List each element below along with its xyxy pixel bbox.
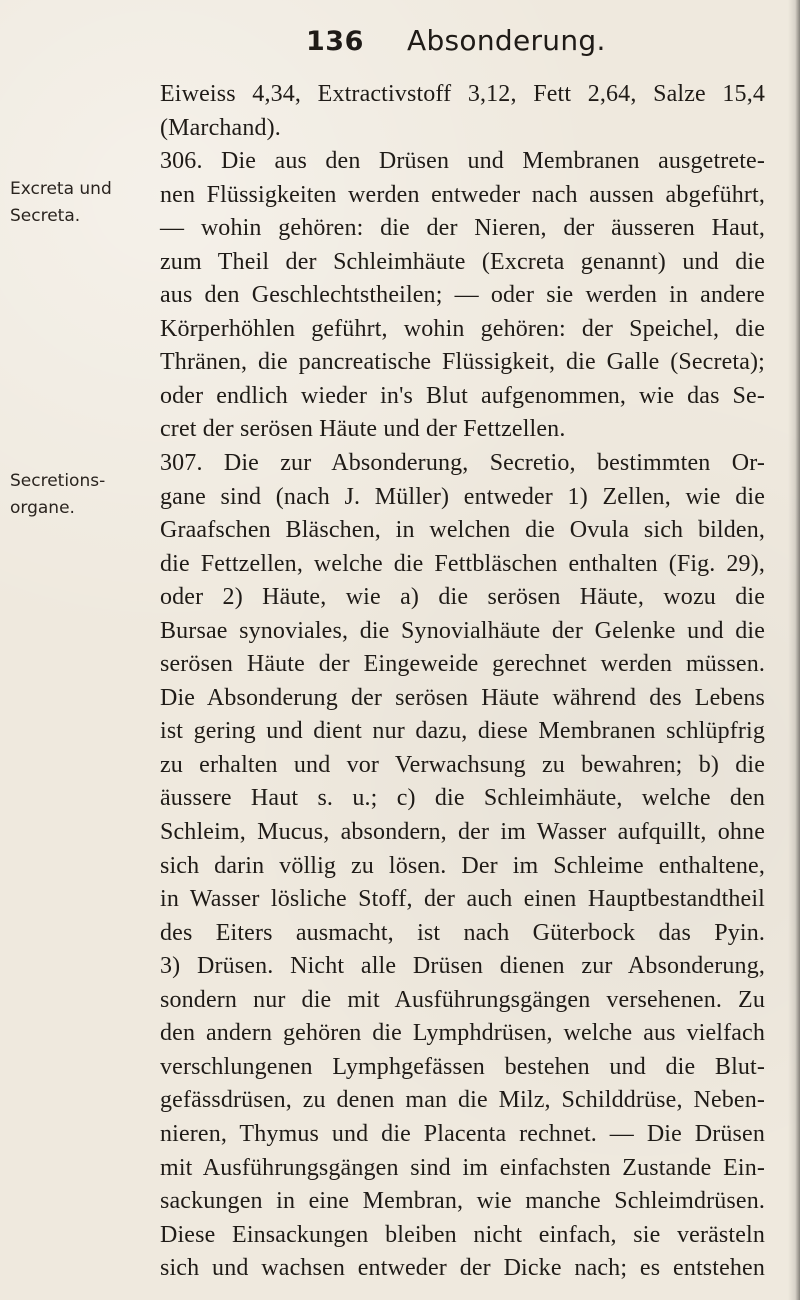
text-line: serösen Häute der Eingeweide gerechnet werden müssen. [160,651,765,678]
text-line: sich darin völlig zu lösen. Der im Schleime enthaltene, [160,852,765,879]
text-line: cret der serösen Häute und der Fettzellen. [160,416,566,443]
text-line: zum Theil der Schleimhäute (Excreta genannt) und die [160,248,765,275]
margin-note-excreta: Excreta und Secreta. [10,179,112,226]
text-line: 3) Drüsen. Nicht alle Drüsen dienen zur Absonderung, [160,953,765,980]
text-line: zu erhalten und vor Verwachsung zu bewahren; b) die [160,751,765,778]
text-line: Die Absonderung der serösen Häute während des Lebens [160,684,765,711]
text-line: Thränen, die pancreatische Flüssigkeit, die Galle (Secreta); [160,349,765,376]
text-line: oder 2) Häute, wie a) die serösen Häute, wozu die [160,584,765,611]
text-line: gefässdrüsen, zu denen man die Milz, Schilddrüse, Neben- [160,1087,765,1114]
body-text [160,78,765,1286]
text-line: des Eiters ausmacht, ist nach Güterbock das Pyin. [160,919,765,946]
text-line: Körperhöhlen geführt, wohin gehören: der Speichel, die [160,315,765,342]
text-line: ist gering und dient nur dazu, diese Membranen schlüpfrig [160,718,765,745]
text-line: Graafschen Bläschen, in welchen die Ovula sich bilden, [160,517,765,544]
page-edge-shadow [788,0,800,1300]
text-line: — wohin gehören: die der Nieren, der äusseren Haut, [160,215,765,242]
text-line: Schleim, Mucus, absondern, der im Wasser aufquillt, ohne [160,819,765,846]
text-line: (Marchand). [160,114,281,141]
text-line: verschlungenen Lymphgefässen bestehen und die Blut- [160,1053,765,1080]
text-line: sackungen in eine Membran, wie manche Schleimdrüsen. [160,1188,765,1215]
text-line: 307. Die zur Absonderung, Secretio, bestimmten Or- [160,450,765,477]
text-line: nen Flüssigkeiten werden entweder nach aussen abgeführt, [160,181,765,208]
text-line: nieren, Thymus und die Placenta rechnet. — Die Drüsen [160,1120,765,1147]
text-line: aus den Geschlechtstheilen; — oder sie werden in andere [160,282,765,309]
text-line: mit Ausführungsgängen sind im einfachsten Zustande Ein- [160,1154,765,1181]
margin-note-secretionsorgane: Secretions-organe. [10,471,106,518]
text-line: Diese Einsackungen bleiben nicht einfach, sie verästeln [160,1221,765,1248]
text-line: 306. Die aus den Drüsen und Membranen ausgetrete- [160,148,765,175]
text-line: die Fettzellen, welche die Fettbläschen enthalten (Fig. 29), [160,550,765,577]
text-line: sich und wachsen entweder der Dicke nach; es entstehen [160,1255,765,1282]
text-line: oder endlich wieder in's Blut aufgenommen, wie das Se- [160,382,765,409]
running-head: Absonderung. [407,24,606,57]
text-line: gane sind (nach J. Müller) entweder 1) Zellen, wie die [160,483,765,510]
text-line: äussere Haut s. u.; c) die Schleimhäute, welche den [160,785,765,812]
text-line: Eiweiss 4,34, Extractivstoff 3,12, Fett 2,64, Salze 15,4 [160,81,765,107]
text-line: Bursae synoviales, die Synovialhäute der Gelenke und die [160,617,765,644]
text-line: in Wasser lösliche Stoff, der auch einen Hauptbestandtheil [160,886,765,913]
text-line: sondern nur die mit Ausführungsgängen versehenen. Zu [160,986,765,1013]
page-header [0,18,800,58]
page-number: 136 [306,26,364,57]
text-line: den andern gehören die Lymphdrüsen, welche aus vielfach [160,1020,765,1047]
